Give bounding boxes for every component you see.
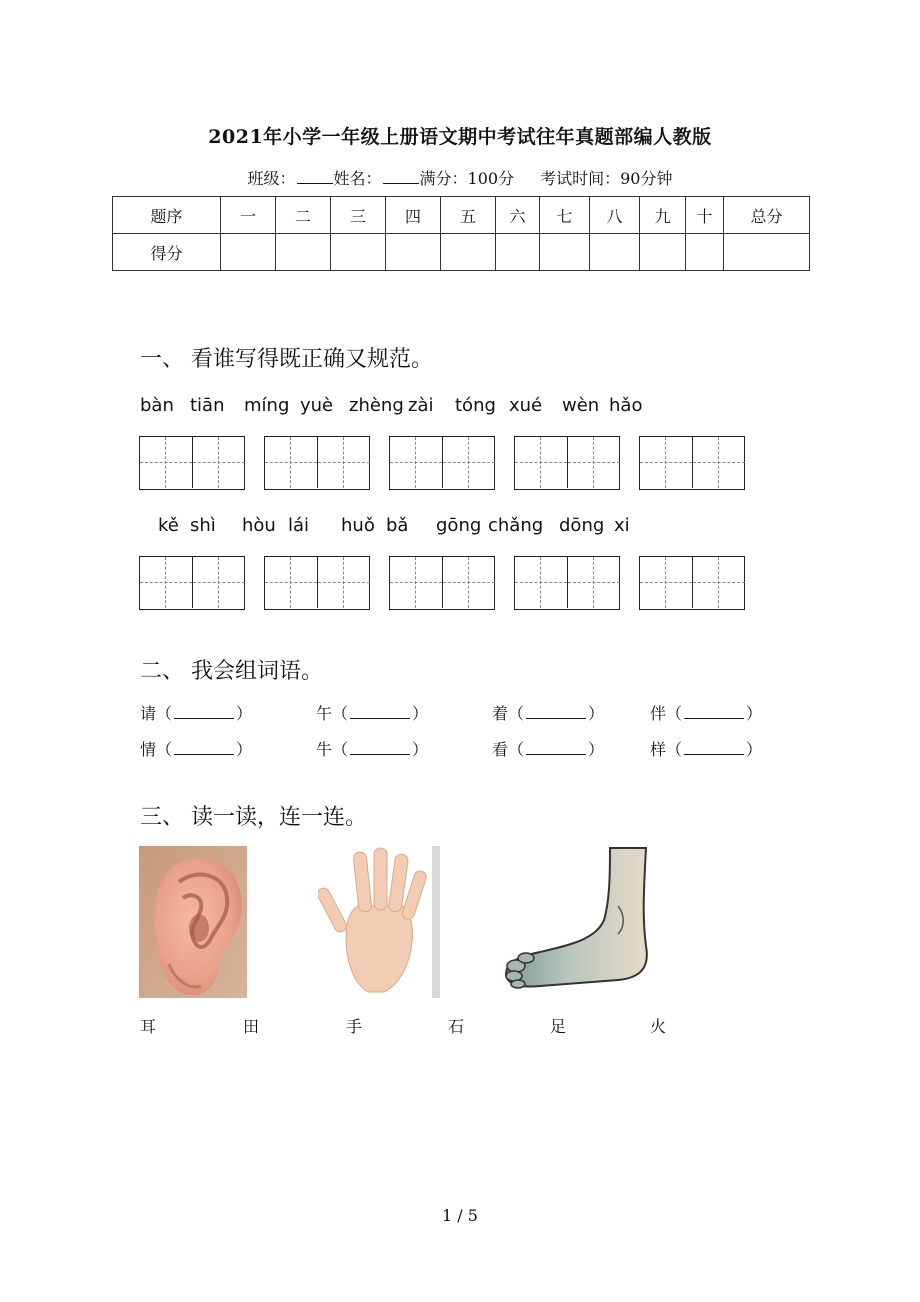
score-header-cell: 六 [496, 197, 540, 234]
word-item[interactable]: 请（ ） [140, 704, 253, 723]
pinyin: hòu [242, 515, 276, 536]
word-item[interactable]: 着（ ） [492, 704, 605, 723]
word-item[interactable]: 看（ ） [492, 740, 605, 759]
name-blank [383, 169, 419, 184]
pinyin: lái [288, 515, 310, 536]
word-item[interactable]: 样（ ） [650, 740, 763, 759]
score-header-cell: 五 [441, 197, 496, 234]
pinyin: zài [408, 395, 434, 416]
writing-box[interactable] [264, 436, 370, 490]
score-cell[interactable] [386, 234, 441, 271]
word-item[interactable]: 伴（ ） [650, 704, 763, 723]
pinyin: bǎ [386, 515, 409, 536]
document-title: 2021年小学一年级上册语文期中考试往年真题部编人教版 [208, 126, 712, 148]
score-table-header-row [113, 197, 810, 234]
score-header-cell: 题序 [113, 197, 221, 234]
full-score: 满分：100分 [419, 169, 515, 188]
pinyin: tóng [455, 395, 496, 416]
pinyin: xi [614, 515, 630, 536]
page-number: 1 / 5 [442, 1206, 478, 1225]
section1-title: 一、 看谁写得既正确又规范。 [140, 347, 433, 372]
score-cell[interactable] [276, 234, 331, 271]
score-cell[interactable] [540, 234, 590, 271]
name-label: 姓名： [333, 169, 382, 188]
exam-info-line [0, 166, 920, 189]
writing-box[interactable] [264, 556, 370, 610]
char-option[interactable]: 手 [346, 1017, 363, 1036]
pinyin: tiān [190, 395, 225, 416]
word-item[interactable]: 午（ ） [316, 704, 429, 723]
char-option[interactable]: 耳 [140, 1017, 157, 1036]
writing-box[interactable] [514, 556, 620, 610]
pinyin: yuè [300, 395, 334, 416]
score-cell[interactable] [590, 234, 640, 271]
score-cell[interactable] [724, 234, 810, 271]
score-cell[interactable] [640, 234, 686, 271]
pinyin: gōng [436, 515, 482, 536]
score-cell[interactable] [496, 234, 540, 271]
section3-title: 三、 读一读，连一连。 [140, 805, 367, 830]
char-option[interactable]: 火 [650, 1017, 667, 1036]
exam-time: 考试时间：90分钟 [540, 169, 673, 188]
pinyin: bàn [140, 395, 174, 416]
writing-box[interactable] [639, 556, 745, 610]
word-item[interactable]: 情（ ） [140, 740, 253, 759]
pinyin: shì [190, 515, 216, 536]
score-header-cell: 三 [331, 197, 386, 234]
pinyin: míng [244, 395, 290, 416]
hand-image [318, 846, 440, 998]
writing-box[interactable] [389, 436, 495, 490]
char-option[interactable]: 足 [550, 1017, 567, 1036]
pinyin: wèn [562, 395, 600, 416]
class-blank [297, 169, 333, 184]
writing-box[interactable] [389, 556, 495, 610]
pinyin: xué [509, 395, 543, 416]
writing-box[interactable] [139, 436, 245, 490]
writing-box[interactable] [139, 556, 245, 610]
score-cell[interactable] [331, 234, 386, 271]
score-header-cell: 二 [276, 197, 331, 234]
score-row-label: 得分 [113, 234, 221, 271]
pinyin: hǎo [609, 395, 643, 416]
pinyin: huǒ [341, 515, 375, 536]
foot-image [500, 846, 650, 994]
score-table-score-row [113, 234, 810, 271]
char-option[interactable]: 田 [243, 1017, 260, 1036]
writing-box[interactable] [639, 436, 745, 490]
score-header-cell: 十 [686, 197, 724, 234]
score-header-cell: 九 [640, 197, 686, 234]
score-cell[interactable] [686, 234, 724, 271]
char-option[interactable]: 石 [448, 1017, 465, 1036]
pinyin: chǎng [488, 515, 544, 536]
score-header-cell: 八 [590, 197, 640, 234]
score-cell[interactable] [441, 234, 496, 271]
score-table [112, 196, 810, 271]
writing-box[interactable] [514, 436, 620, 490]
section2-title: 二、 我会组词语。 [140, 659, 323, 684]
word-item[interactable]: 牛（ ） [316, 740, 429, 759]
score-header-cell: 一 [221, 197, 276, 234]
class-label: 班级： [247, 169, 296, 188]
pinyin: kě [158, 515, 179, 536]
score-header-cell: 四 [386, 197, 441, 234]
score-header-cell: 七 [540, 197, 590, 234]
ear-image [139, 846, 247, 998]
score-cell[interactable] [221, 234, 276, 271]
score-header-cell: 总分 [724, 197, 810, 234]
pinyin: dōng [559, 515, 605, 536]
pinyin: zhèng [349, 395, 404, 416]
